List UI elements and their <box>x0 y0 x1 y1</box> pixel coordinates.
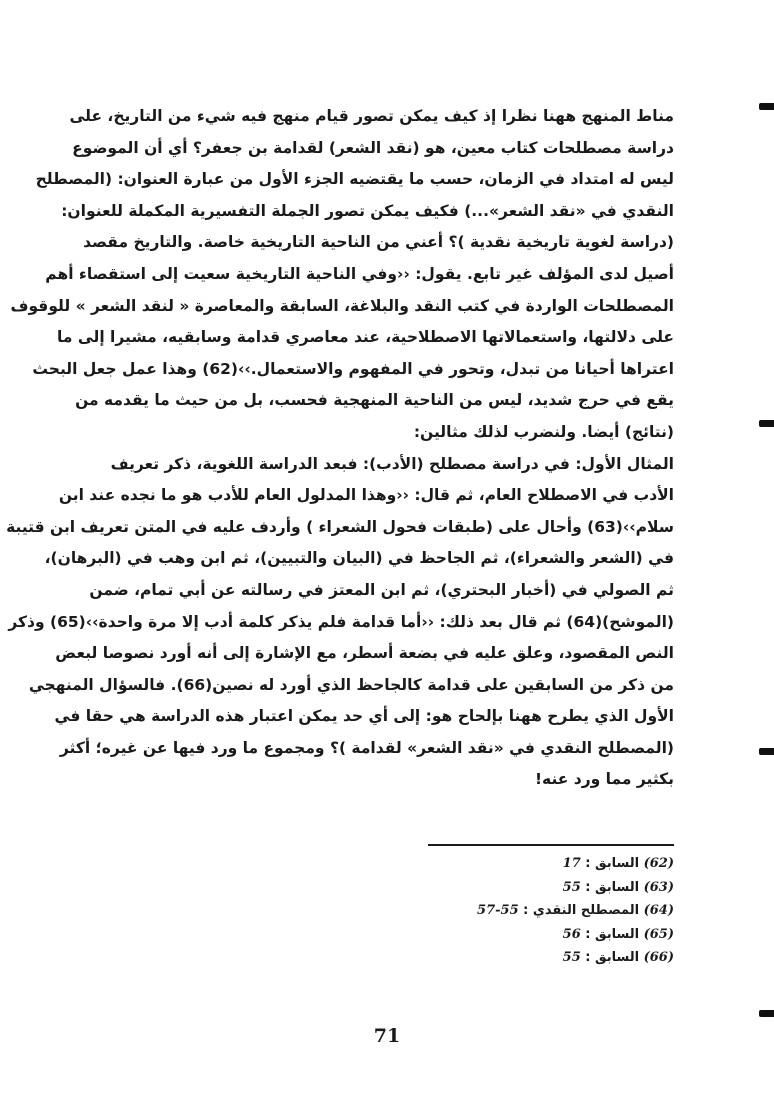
footnote-separator: : <box>585 950 591 965</box>
text-line: يقع في حرج شديد، ليس من الناحية المنهجية فحسب، بل من حيث ما يقدمه من <box>75 391 674 410</box>
footnote-pages: 55 <box>562 950 581 965</box>
footnote <box>477 852 674 876</box>
text-line: مناط المنهج ههنا نظرا إذ كيف يمكن تصور قيام منهج فيه شيء من التاريخ، على <box>69 107 674 125</box>
text-line: أصيل لدى المؤلف غير تابع. يقول: ‹‹وفي الناحية التاريخية سعيت إلى استقصاء أهم <box>45 264 674 283</box>
footnotes <box>477 852 674 970</box>
text-line: سلام››(63) وأحال على (طبقات فحول الشعراء ) وأردف عليه في المتن تعريف ابن قتيبة <box>6 517 674 536</box>
text-line: (المصطلح النقدي في «نقد الشعر» لقدامة )؟ ومجموع ما ورد فيها عن غيره؛ أكثر <box>59 738 674 757</box>
text-line: (الموشح)(64) ثم قال بعد ذلك: ‹‹أما قدامة فلم يذكر كلمة أدب إلا مرة واحدة››(65) وذكر <box>8 612 674 631</box>
text-line: بكثير مما ورد عنه! <box>534 770 674 789</box>
edge-mark <box>759 748 774 755</box>
footnote-divider <box>428 844 674 846</box>
footnote-separator: : <box>585 856 591 871</box>
text-line: المثال الأول: في دراسة مصطلح (الأدب): فبعد الدراسة اللغوية، ذكر تعريف <box>110 454 674 473</box>
edge-mark <box>759 103 774 110</box>
text-line: (دراسة لغوية تاريخية نقدية )؟ أعني من الناحية التاريخية خاصة. والتاريخ مقصد <box>83 233 674 252</box>
footnote-pages: 55 <box>562 879 581 895</box>
footnote-pages: 55-57 <box>477 903 519 918</box>
text-line: المصطلحات الواردة في كتب النقد والبلاغة، السابقة والمعاصرة « لنقد الشعر » للوقوف <box>10 296 674 315</box>
text-line: (نتائج) أيضا. ولنضرب لذلك مثالين: <box>413 422 674 441</box>
footnote <box>477 876 674 900</box>
text-line: دراسة مصطلحات كتاب معين، هو (نقد الشعر) لقدامة بن جعفر؟ أي أن الموضوع <box>72 138 674 157</box>
footnote <box>477 923 674 947</box>
edge-mark <box>759 420 774 427</box>
footnote-pages: 56 <box>562 926 581 942</box>
footnote-number: (66) <box>643 950 674 965</box>
text-line: ثم الصولي في (أخبار البحتري)، ثم ابن المعتز في رسالته عن أبي تمام، ضمن <box>89 580 674 599</box>
footnote-number: (65) <box>643 926 674 942</box>
footnote-number: (63) <box>643 879 674 895</box>
page-number: 71 <box>373 1025 401 1047</box>
footnote-number: (64) <box>643 903 674 918</box>
footnote-source: السابق <box>595 856 640 871</box>
text-line: النص المقصود، وعلق عليه في بضعة أسطر، مع الإشارة إلى أنه أورد نصوصا لبعض <box>55 644 674 663</box>
footnote-number: (62) <box>643 856 674 871</box>
footnote-source: السابق <box>595 926 640 942</box>
footnote-separator: : <box>585 879 591 895</box>
footnote-source: السابق <box>595 879 640 895</box>
text-line: الأول الذي يطرح ههنا بإلحاح هو: إلى أي حد يمكن اعتبار هذه الدراسة هي حقا في <box>54 707 674 726</box>
text-line: الأدب في الاصطلاح العام، ثم قال: ‹‹وهذا المدلول العام للأدب هو ما نجده عند ابن <box>58 486 674 505</box>
footnote-separator: : <box>523 903 529 918</box>
text-line: على دلالتها، واستعمالاتها الاصطلاحية، عند معاصري قدامة وسابقيه، مشيرا إلى ما <box>57 328 674 347</box>
footnote-source: المصطلح النقدي <box>532 903 640 918</box>
text-line: النقدي في «نقد الشعر»...) فكيف يمكن تصور الجملة التفسيرية المكملة للعنوان: <box>61 201 674 220</box>
footnote-source: السابق <box>595 950 640 965</box>
footnote <box>477 946 674 970</box>
footnote-separator: : <box>585 926 591 942</box>
main-text <box>6 101 674 796</box>
footnote <box>477 899 674 923</box>
text-line: اعتراها أحيانا من تبدل، وتحور في المفهوم والاستعمال.››(62) وهذا عمل جعل البحث <box>32 359 674 378</box>
text-line: ليس له امتداد في الزمان، حسب ما يقتضيه الجزء الأول من عبارة العنوان: (المصطلح <box>35 170 674 189</box>
footnote-pages: 17 <box>562 856 581 871</box>
edge-mark <box>759 1010 774 1017</box>
text-line: في (الشعر والشعراء)، ثم الجاحظ في (البيان والتبيين)، ثم ابن وهب في (البرهان)، <box>44 549 674 568</box>
text-line: من ذكر من السابقين على قدامة كالجاحظ الذي أورد له نصين(66). فالسؤال المنهجي <box>28 675 674 694</box>
